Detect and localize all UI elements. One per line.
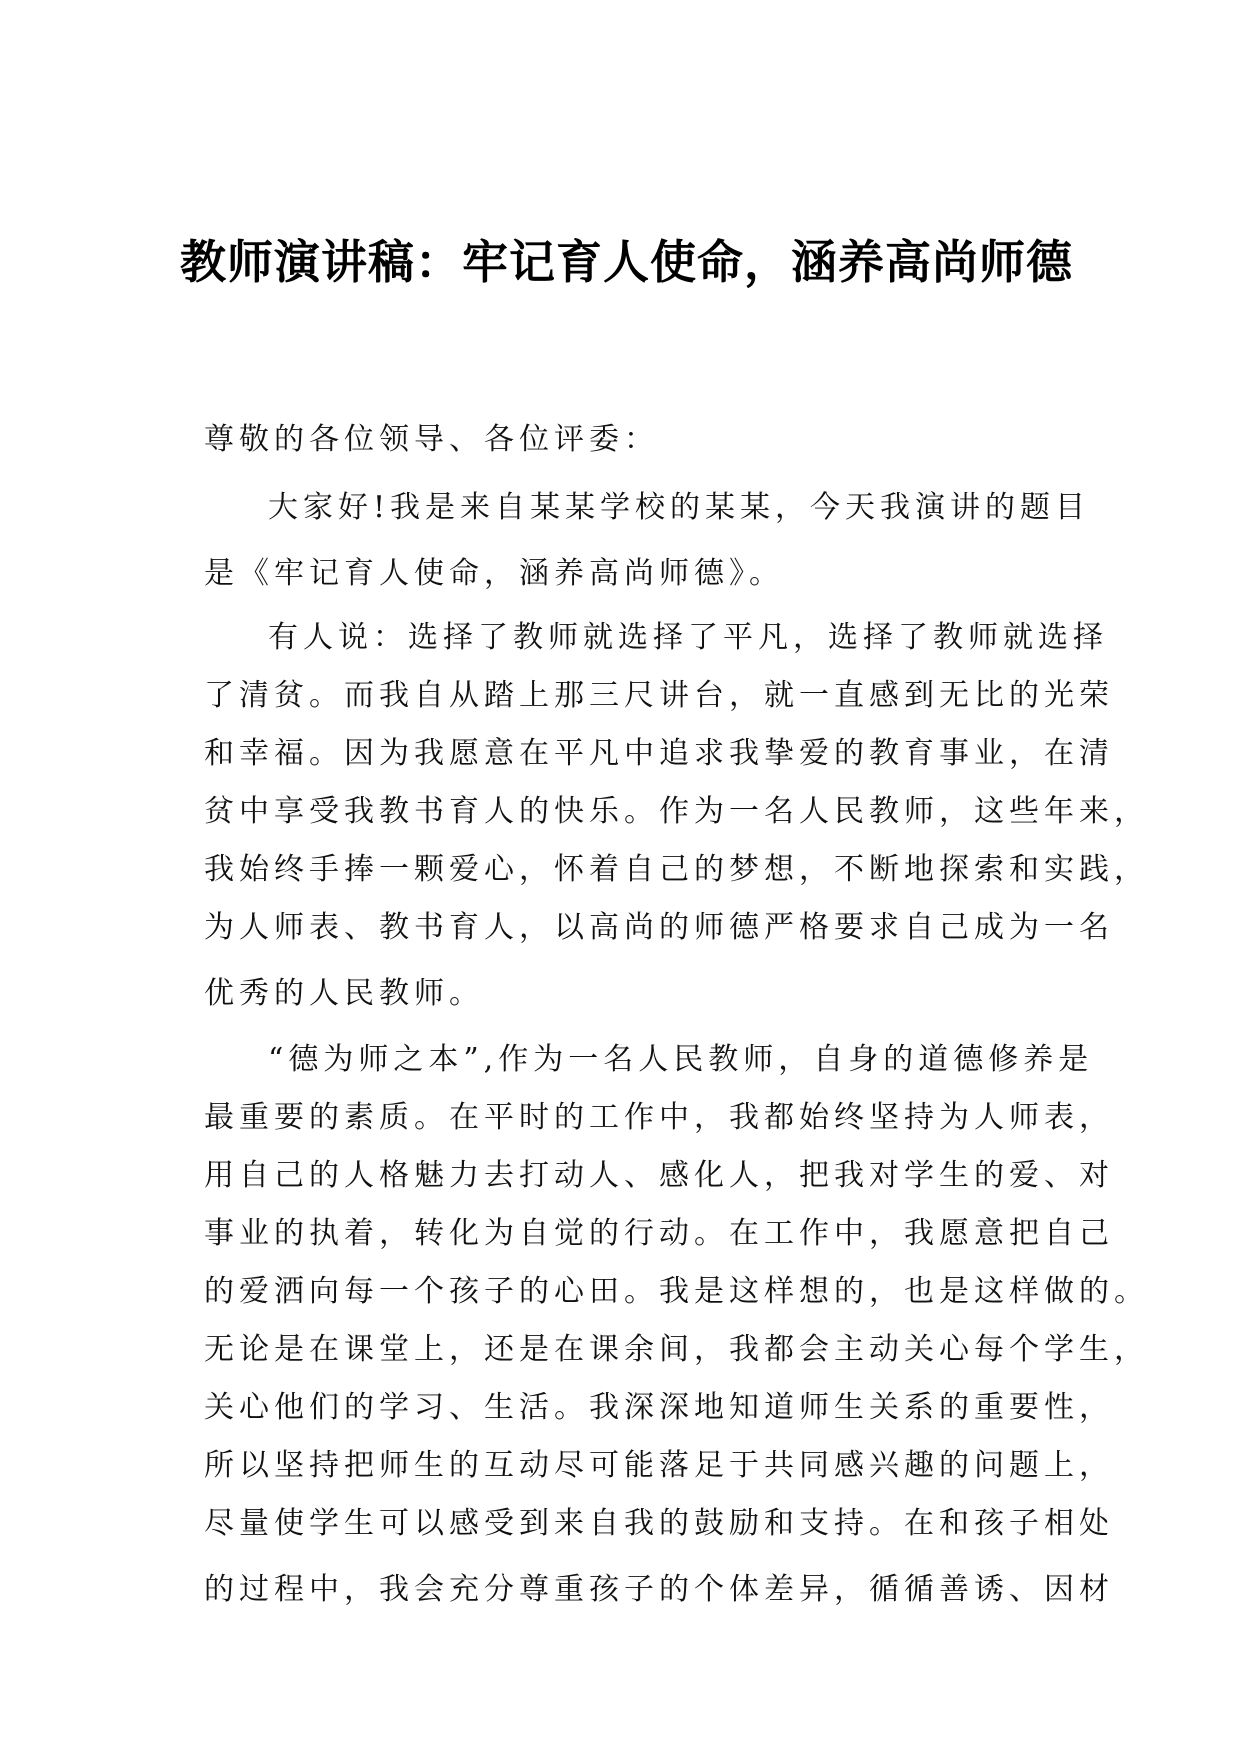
paragraph-line: 尽量使学生可以感受到来自我的鼓励和支持。在和孩子相处 <box>204 1506 1114 1541</box>
paragraph-line: 为人师表、教书育人，以高尚的师德严格要求自己成为一名 <box>204 910 1114 945</box>
paragraph-line: 有人说：选择了教师就选择了平凡，选择了教师就选择 <box>268 620 1108 655</box>
paragraph-line: 所以坚持把师生的互动尽可能落足于共同感兴趣的问题上， <box>204 1448 1114 1483</box>
paragraph-line: 大家好!我是来自某某学校的某某，今天我演讲的题目 <box>268 490 1091 525</box>
paragraph-line: 和幸福。因为我愿意在平凡中追求我挚爱的教育事业，在清 <box>204 736 1114 771</box>
paragraph-line: 我始终手捧一颗爱心，怀着自己的梦想，不断地探索和实践， <box>204 852 1149 887</box>
document-title: 教师演讲稿：牢记育人使命，涵养高尚师德 <box>180 235 1073 289</box>
paragraph-line: 用自己的人格魅力去打动人、感化人，把我对学生的爱、对 <box>204 1158 1114 1193</box>
paragraph-line: 无论是在课堂上，还是在课余间，我都会主动关心每个学生， <box>204 1332 1149 1367</box>
greeting-line: 尊敬的各位领导、各位评委： <box>204 422 659 457</box>
paragraph-line: 的过程中，我会充分尊重孩子的个体差异，循循善诱、因材 <box>204 1572 1114 1607</box>
paragraph-line: 贫中享受我教书育人的快乐。作为一名人民教师，这些年来， <box>204 794 1149 829</box>
paragraph-line: 是《牢记育人使命，涵养高尚师德》。 <box>204 556 784 591</box>
paragraph-line: 了清贫。而我自从踏上那三尺讲台，就一直感到无比的光荣 <box>204 678 1114 713</box>
paragraph-line: 最重要的素质。在平时的工作中，我都始终坚持为人师表， <box>204 1100 1114 1135</box>
paragraph-line: 事业的执着，转化为自觉的行动。在工作中，我愿意把自己 <box>204 1216 1114 1251</box>
paragraph-line: “德为师之本”,作为一名人民教师，自身的道德修养是 <box>268 1042 1094 1077</box>
paragraph-line: 优秀的人民教师。 <box>204 976 484 1011</box>
paragraph-line: 关心他们的学习、生活。我深深地知道师生关系的重要性， <box>204 1390 1114 1425</box>
paragraph-line: 的爱洒向每一个孩子的心田。我是这样想的，也是这样做的。 <box>204 1274 1149 1309</box>
